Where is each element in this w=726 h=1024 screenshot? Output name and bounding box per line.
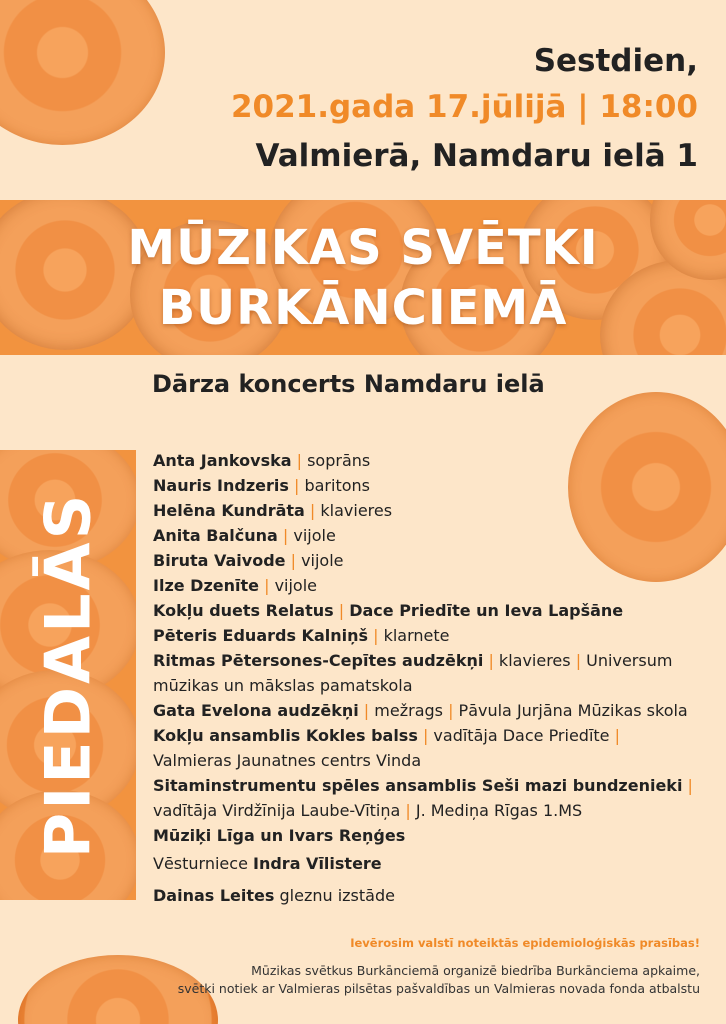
performer-name: Anita Balčuna	[153, 526, 278, 545]
separator: |	[609, 726, 620, 745]
event-location: Valmierā, Namdaru ielā 1	[255, 138, 698, 174]
performer-name: Sitaminstrumentu spēles ansamblis Seši mazi bundzenieki	[153, 776, 683, 795]
footer-line1: Mūzikas svētkus Burkānciemā organizē biedrība Burkānciema apkaime,	[251, 963, 700, 978]
performers-list	[153, 448, 713, 848]
side-label: PIEDALĀS	[31, 491, 105, 859]
epidemiological-notice: Ievērosim valstī noteiktās epidemioloģiskās prasības!	[350, 936, 700, 950]
performer-line	[153, 598, 713, 623]
separator: |	[304, 501, 321, 520]
historian-line	[153, 854, 382, 873]
footer-line2: svētki notiek ar Valmieras pilsētas pašvaldības un Valmieras novada fonda atbalstu	[177, 981, 700, 996]
separator: |	[291, 451, 308, 470]
performer-line	[153, 473, 713, 498]
performer-detail: klavieres	[320, 501, 393, 520]
performer-line	[153, 523, 713, 548]
separator: |	[259, 576, 275, 595]
performer-line	[153, 623, 713, 648]
separator: |	[400, 801, 416, 820]
performer-line	[153, 823, 713, 848]
performer-detail: baritons	[304, 476, 370, 495]
banner-title-line2: BURKĀNCIEMĀ	[158, 280, 568, 336]
performer-line	[153, 798, 713, 823]
performer-name: Dace Priedīte un Ieva Lapšāne	[349, 601, 624, 620]
exhibition-name: Dainas Leites	[153, 886, 275, 905]
performer-line	[153, 723, 713, 748]
performer-line	[153, 698, 713, 723]
separator: |	[442, 701, 459, 720]
separator: |	[368, 626, 384, 645]
performer-detail: Pāvula Jurjāna Mūzikas skola	[458, 701, 688, 720]
performer-detail: soprāns	[307, 451, 371, 470]
separator: |	[417, 726, 434, 745]
performer-detail: klarnete	[383, 626, 450, 645]
performer-line	[153, 748, 713, 773]
performer-detail: Universum	[586, 651, 673, 670]
separator: |	[288, 476, 305, 495]
performer-name: Pēteris Eduards Kalniņš	[153, 626, 369, 645]
performer-line	[153, 498, 713, 523]
performer-detail: vijole	[293, 526, 336, 545]
event-details	[231, 40, 698, 180]
organizer-footer	[178, 962, 700, 998]
performer-name: Gata Evelona audzēkņi	[153, 701, 359, 720]
performer-detail: J. Mediņa Rīgas 1.MS	[415, 801, 583, 820]
carrot-slice-top-left	[0, 0, 165, 145]
performer-line	[153, 573, 713, 598]
performer-detail: klavieres	[498, 651, 571, 670]
separator: |	[277, 526, 294, 545]
separator: |	[358, 701, 375, 720]
separator: |	[483, 651, 499, 670]
historian-name: Indra Vīlistere	[253, 854, 382, 873]
separator: |	[570, 651, 587, 670]
performer-line	[153, 448, 713, 473]
performer-detail: vadītāja Virdžīnija Laube-Vītiņa	[153, 801, 401, 820]
performer-line	[153, 673, 713, 698]
performer-detail: mūzikas un mākslas pamatskola	[153, 676, 413, 695]
separator: |	[333, 601, 350, 620]
performer-detail: vijole	[301, 551, 344, 570]
performer-line	[153, 773, 713, 798]
exhibition-suffix: gleznu izstāde	[274, 886, 395, 905]
performer-name: Mūziķi Līga un Ivars Reņģes	[153, 826, 406, 845]
performer-detail: mežrags	[374, 701, 443, 720]
performer-name: Kokļu ansamblis Kokles balss	[153, 726, 418, 745]
performer-name: Ritmas Pētersones-Cepītes audzēkņi	[153, 651, 484, 670]
separator: |	[285, 551, 302, 570]
title-banner	[0, 200, 726, 355]
performer-name: Helēna Kundrāta	[153, 501, 305, 520]
subtitle: Dārza koncerts Namdaru ielā	[152, 370, 545, 398]
performer-detail: vadītāja Dace Priedīte	[433, 726, 610, 745]
performer-name: Kokļu duets Relatus	[153, 601, 334, 620]
exhibition-line	[153, 886, 395, 905]
performer-detail: Valmieras Jaunatnes centrs Vinda	[153, 751, 422, 770]
event-day: Sestdien,	[533, 43, 698, 79]
event-date-time: 2021.gada 17.jūlijā | 18:00	[230, 89, 698, 125]
performer-name: Ilze Dzenīte	[153, 576, 259, 595]
performer-detail: vijole	[274, 576, 317, 595]
performer-name: Anta Jankovska	[153, 451, 292, 470]
performer-name: Nauris Indzeris	[153, 476, 289, 495]
performer-line	[153, 648, 713, 673]
separator: |	[682, 776, 693, 795]
banner-title-line1: MŪZIKAS SVĒTKI	[127, 220, 599, 276]
performer-line	[153, 548, 713, 573]
performer-name: Biruta Vaivode	[153, 551, 286, 570]
historian-prefix: Vēsturniece	[153, 854, 253, 873]
